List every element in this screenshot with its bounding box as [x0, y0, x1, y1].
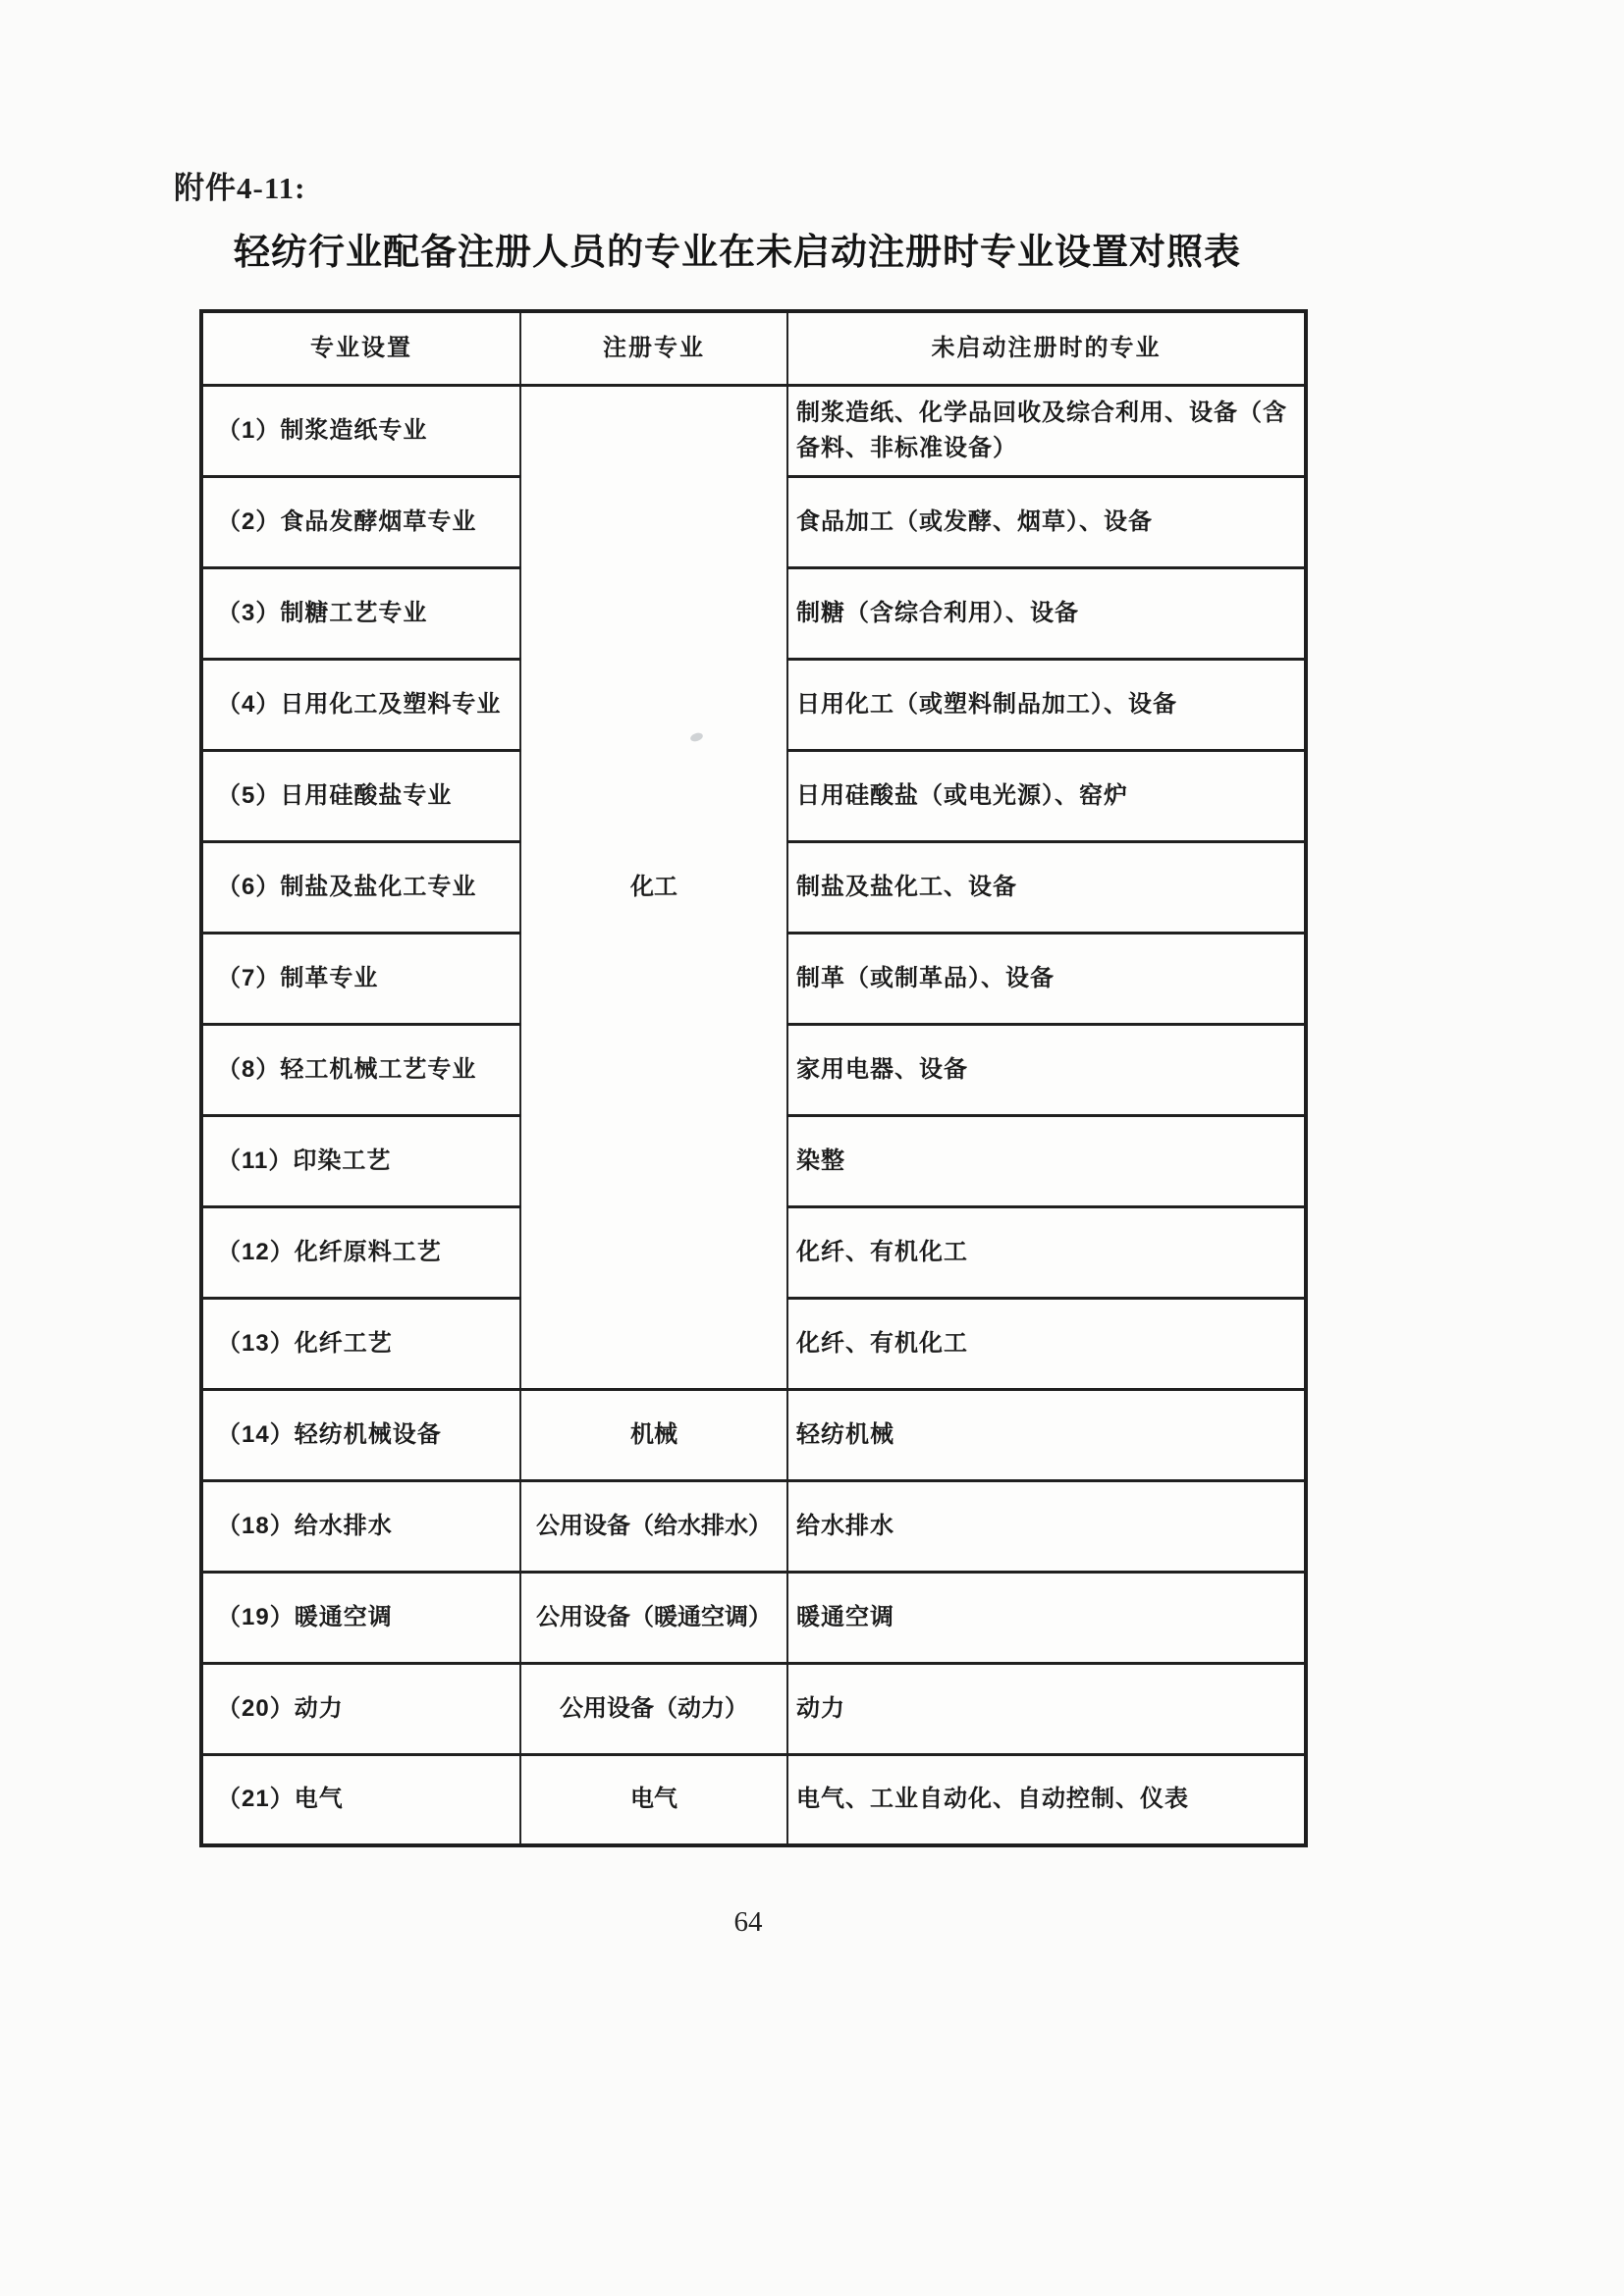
cell-registration: 公用设备（暖通空调） [520, 1572, 787, 1663]
table-row [201, 1754, 1306, 1845]
cell-specialty: （12）化纤原料工艺 [201, 1206, 520, 1298]
cell-unregistered: 食品加工（或发酵、烟草）、设备 [787, 476, 1306, 567]
table-row [201, 385, 1306, 476]
table-row [201, 1572, 1306, 1663]
cell-unregistered: 日用化工（或塑料制品加工）、设备 [787, 659, 1306, 750]
cell-specialty: （5）日用硅酸盐专业 [201, 750, 520, 841]
specialty-mapping-table [199, 309, 1308, 1847]
cell-unregistered: 家用电器、设备 [787, 1024, 1306, 1115]
cell-specialty: （8）轻工机械工艺专业 [201, 1024, 520, 1115]
cell-unregistered: 电气、工业自动化、自动控制、仪表 [787, 1754, 1306, 1845]
cell-registration: 电气 [520, 1754, 787, 1845]
table-row [201, 1480, 1306, 1572]
cell-unregistered: 轻纺机械 [787, 1389, 1306, 1480]
cell-specialty: （14）轻纺机械设备 [201, 1389, 520, 1480]
header-unregistered-specialty: 未启动注册时的专业 [787, 311, 1306, 385]
cell-specialty: （11）印染工艺 [201, 1115, 520, 1206]
table-header-row [201, 311, 1306, 385]
cell-specialty: （2）食品发酵烟草专业 [201, 476, 520, 567]
cell-specialty: （20）动力 [201, 1663, 520, 1754]
cell-registration: 机械 [520, 1389, 787, 1480]
table-row [201, 1663, 1306, 1754]
cell-unregistered: 暖通空调 [787, 1572, 1306, 1663]
cell-registration: 公用设备（动力） [520, 1663, 787, 1754]
cell-specialty: （3）制糖工艺专业 [201, 567, 520, 659]
cell-registration: 公用设备（给水排水） [520, 1480, 787, 1572]
cell-specialty: （18）给水排水 [201, 1480, 520, 1572]
cell-specialty: （1）制浆造纸专业 [201, 385, 520, 476]
cell-unregistered: 制革（或制革品）、设备 [787, 933, 1306, 1024]
cell-specialty: （19）暖通空调 [201, 1572, 520, 1663]
table-row [201, 1389, 1306, 1480]
cell-specialty: （7）制革专业 [201, 933, 520, 1024]
cell-unregistered: 日用硅酸盐（或电光源）、窑炉 [787, 750, 1306, 841]
cell-unregistered: 化纤、有机化工 [787, 1298, 1306, 1389]
cell-unregistered: 给水排水 [787, 1480, 1306, 1572]
attachment-label: 附件4-11: [174, 171, 306, 205]
cell-specialty: （13）化纤工艺 [201, 1298, 520, 1389]
page-number: 64 [733, 1906, 763, 1938]
header-specialty-setting: 专业设置 [201, 311, 520, 385]
page-title: 轻纺行业配备注册人员的专业在未启动注册时专业设置对照表 [234, 232, 1241, 272]
cell-specialty: （4）日用化工及塑料专业 [201, 659, 520, 750]
cell-unregistered: 动力 [787, 1663, 1306, 1754]
cell-unregistered: 染整 [787, 1115, 1306, 1206]
cell-specialty: （6）制盐及盐化工专业 [201, 841, 520, 933]
header-registered-specialty: 注册专业 [520, 311, 787, 385]
cell-unregistered: 化纤、有机化工 [787, 1206, 1306, 1298]
cell-unregistered: 制糖（含综合利用）、设备 [787, 567, 1306, 659]
cell-unregistered: 制浆造纸、化学品回收及综合利用、设备（含备料、非标准设备） [787, 385, 1306, 476]
cell-unregistered: 制盐及盐化工、设备 [787, 841, 1306, 933]
cell-specialty: （21）电气 [201, 1754, 520, 1845]
cell-registration-merged: 化工 [520, 385, 787, 1389]
